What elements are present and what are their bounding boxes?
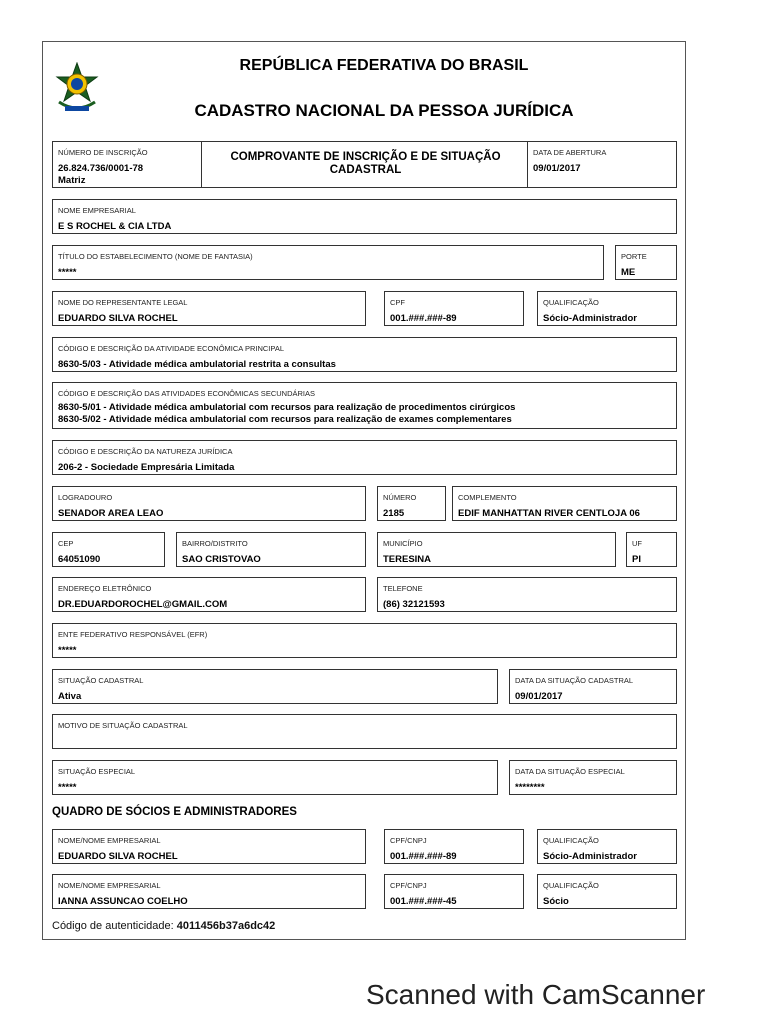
field-atividades-secundarias [52,382,677,429]
value: SENADOR AREA LEAO [58,508,164,519]
label: NOME/NOME EMPRESARIAL [58,881,161,890]
label: BAIRRO/DISTRITO [182,539,248,548]
label: QUALIFICAÇÃO [543,881,599,890]
value-line2: 8630-5/02 - Atividade médica ambulatorial com recursos para realização de exames complementares [58,414,512,425]
value: 09/01/2017 [533,163,581,174]
value: Sócio-Administrador [543,313,637,324]
label: CPF [390,298,405,307]
comprovante-line1: COMPROVANTE DE INSCRIÇÃO E DE SITUAÇÃO [230,151,501,163]
field-motivo [52,714,677,749]
authenticity-code [52,920,275,932]
label: SITUAÇÃO ESPECIAL [58,767,136,776]
value: PI [632,554,641,565]
value: ******** [515,782,545,793]
label: PORTE [621,252,647,261]
label: CÓDIGO E DESCRIÇÃO DA NATUREZA JURÍDICA [58,447,233,456]
value: 206-2 - Sociedade Empresária Limitada [58,462,235,473]
label: QUALIFICAÇÃO [543,836,599,845]
value: 2185 [383,508,405,519]
value: 001.###.###-89 [390,851,457,862]
socio-row-1-cpf [384,829,524,864]
field-nome-empresarial [52,199,677,234]
value: EDUARDO SILVA ROCHEL [58,313,178,324]
socio-row-1-qualificacao [537,829,677,864]
value: (86) 32121593 [383,599,445,610]
auth-code: 4011456b37a6dc42 [176,920,276,932]
value: Sócio-Administrador [543,851,637,862]
header-cadastro: CADASTRO NACIONAL DA PESSOA JURÍDICA [194,101,574,120]
label: ENDEREÇO ELETRÔNICO [58,584,152,593]
label: DATA DE ABERTURA [533,148,607,157]
value: 001.###.###-89 [390,313,457,324]
label: TÍTULO DO ESTABELECIMENTO (NOME DE FANTASIA) [58,252,253,261]
label: CÓDIGO E DESCRIÇÃO DAS ATIVIDADES ECONÔMICAS SECUNDÁRIAS [58,389,315,398]
label: DATA DA SITUAÇÃO CADASTRAL [515,676,634,685]
field-situacao [52,669,498,704]
value: TERESINA [383,554,432,565]
label: LOGRADOURO [58,493,113,502]
value: ME [621,267,636,278]
value: ***** [58,645,77,656]
label: COMPLEMENTO [458,493,517,502]
label: NOME EMPRESARIAL [58,206,136,215]
field-representante [52,291,366,326]
label: NOME DO REPRESENTANTE LEGAL [58,298,188,307]
field-situacao-especial [52,760,498,795]
label: MUNICÍPIO [383,539,423,548]
value: Sócio [543,896,569,907]
value: EDUARDO SILVA ROCHEL [58,851,178,862]
field-efr [52,623,677,658]
brazil-coat-of-arms-icon [55,62,99,116]
field-titulo [52,245,604,280]
label: CPF/CNPJ [390,881,427,890]
field-municipio [377,532,616,567]
field-uf [626,532,677,567]
camscanner-watermark: Scanned with CamScanner [366,979,706,1010]
value: SAO CRISTOVAO [182,554,261,565]
value: EDIF MANHATTAN RIVER CENTLOJA 06 [458,508,640,519]
label: QUALIFICAÇÃO [543,298,599,307]
field-natureza-juridica [52,440,677,475]
field-complemento [452,486,677,521]
value: IANNA ASSUNCAO COELHO [58,896,188,907]
label: TELEFONE [383,584,423,593]
value: ***** [58,267,77,278]
field-email [52,577,366,612]
field-atividade-principal [52,337,677,372]
comprovante-line2: CADASTRAL [329,164,402,176]
label: CEP [58,539,74,548]
socio-row-1-nome [52,829,366,864]
header-republica: REPÚBLICA FEDERATIVA DO BRASIL [239,57,529,74]
value-matriz: Matriz [58,175,86,186]
field-comprovante [201,141,528,188]
label: NÚMERO [383,493,417,502]
value: 64051090 [58,554,101,565]
value: 26.824.736/0001-78 [58,163,144,174]
field-data-situacao [509,669,677,704]
value: 09/01/2017 [515,691,563,702]
field-qualificacao [537,291,677,326]
field-inscricao [52,141,202,188]
label: CPF/CNPJ [390,836,427,845]
value: 001.###.###-45 [390,896,457,907]
value-line1: 8630-5/01 - Atividade médica ambulatorial com recursos para realização de procedimentos cirúrgicos [58,402,516,413]
value: DR.EDUARDOROCHEL@GMAIL.COM [58,599,228,610]
socios-title: QUADRO DE SÓCIOS E ADMINISTRADORES [52,806,297,818]
value: E S ROCHEL & CIA LTDA [58,221,172,232]
label: CÓDIGO E DESCRIÇÃO DA ATIVIDADE ECONÔMICA PRINCIPAL [58,344,285,353]
label: DATA DA SITUAÇÃO ESPECIAL [515,767,625,776]
value: ***** [58,782,77,793]
field-cpf [384,291,524,326]
field-data-especial [509,760,677,795]
socio-row-2-nome [52,874,366,909]
field-telefone [377,577,677,612]
field-porte [615,245,677,280]
value: 8630-5/03 - Atividade médica ambulatorial restrita a consultas [58,359,336,370]
label: SITUAÇÃO CADASTRAL [58,676,144,685]
label: UF [632,539,642,548]
field-cep [52,532,165,567]
auth-label: Código de autenticidade: [52,920,174,932]
label: NÚMERO DE INSCRIÇÃO [58,148,148,157]
label: MOTIVO DE SITUAÇÃO CADASTRAL [58,721,188,730]
socio-row-2-qualificacao [537,874,677,909]
field-abertura [527,141,677,188]
value: Ativa [58,691,82,702]
label: ENTE FEDERATIVO RESPONSÁVEL (EFR) [58,630,208,639]
field-bairro [176,532,366,567]
label: NOME/NOME EMPRESARIAL [58,836,161,845]
field-numero [377,486,446,521]
socio-row-2-cpf [384,874,524,909]
field-logradouro [52,486,366,521]
